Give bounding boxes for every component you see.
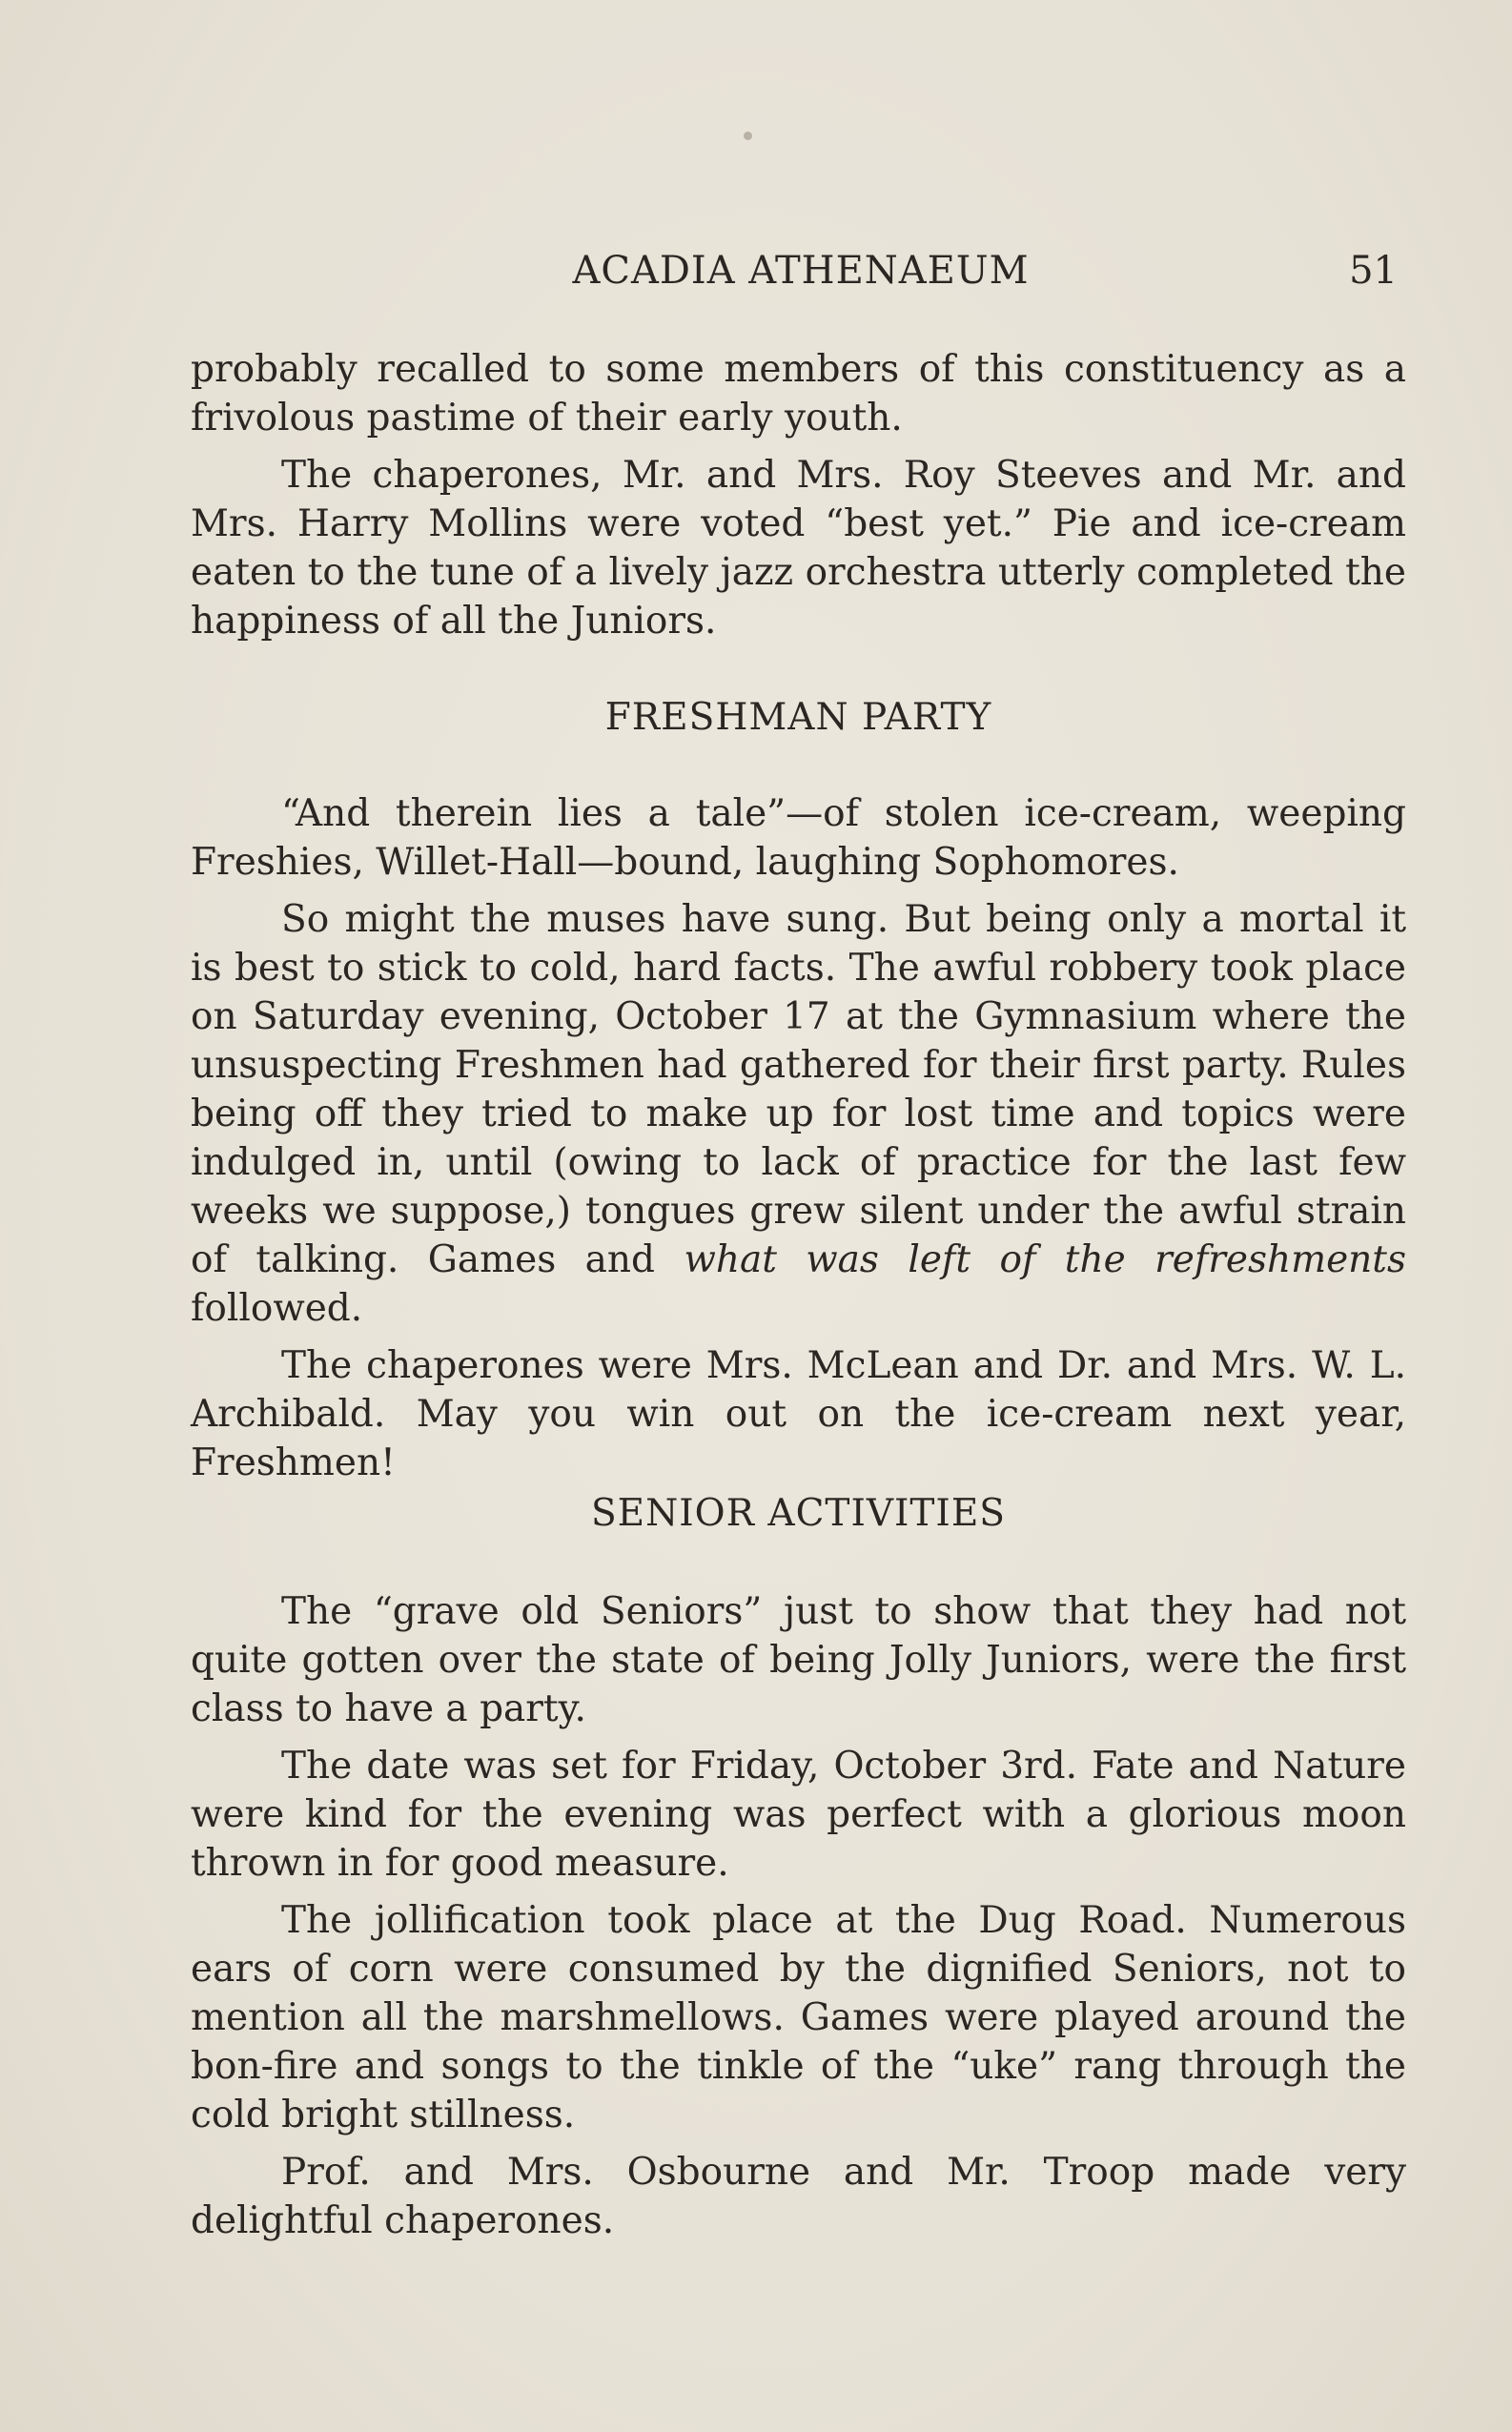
freshman-paragraph-2-italic: what was left of the refreshments xyxy=(684,1238,1406,1281)
senior-paragraph-4: Prof. and Mrs. Osbourne and Mr. Troop made very delightful chaperones. xyxy=(191,2151,1406,2242)
section-heading-freshman-party: FRESHMAN PARTY xyxy=(604,696,992,739)
section-heading-senior-activities: SENIOR ACTIVITIES xyxy=(590,1492,1007,1535)
freshman-paragraph-1: “And therein lies a tale”—of stolen ice-cream, weeping Freshies, Willet-Hall—bound, laughing Sophomores. xyxy=(191,792,1406,884)
continued-paragraph: probably recalled to some members of this constituency as a frivolous pastime of their early youth. xyxy=(191,348,1406,439)
junior-chaperones-paragraph: The chaperones, Mr. and Mrs. Roy Steeves and Mr. and Mrs. Harry Mollins were voted “best yet.” Pie and ice-cream eaten to the tune of a lively jazz orchestra utterly completed the happiness of all the Juniors. xyxy=(191,454,1406,643)
article-body xyxy=(191,345,1406,2254)
freshman-paragraph-2 xyxy=(191,895,1406,1333)
page-number: 51 xyxy=(1349,249,1398,293)
running-header xyxy=(191,246,1411,296)
freshman-paragraph-2-end: followed. xyxy=(191,1287,363,1330)
senior-paragraph-3: The jollification took place at the Dug Road. Numerous ears of corn were consumed by the dignified Seniors, not to mention all the marshmellows. Games were played around the bon-fire and songs to the tinkle of the “uke” rang through the cold bright stillness. xyxy=(191,1899,1406,2136)
journal-title: ACADIA ATHENAEUM xyxy=(572,249,1030,293)
senior-paragraph-2: The date was set for Friday, October 3rd. Fate and Nature were kind for the evening was perfect with a glorious moon thrown in for good measure. xyxy=(191,1745,1406,1885)
freshman-paragraph-2-text: So might the muses have sung. But being only a mortal it is best to stick to cold, hard facts. The awful robbery took place on Saturday evening, October 17 at the Gymnasium where the unsuspecting Freshmen had gathered for their first party. Rules being off they tried to make up for lost time and topics were indulged in, until (owing to lack of practice for the last few weeks we suppose,) tongues grew silent under the awful strain of talking. Games and xyxy=(191,898,1406,1281)
senior-paragraph-1: The “grave old Seniors” just to show that they had not quite gotten over the state of being Jolly Juniors, were the first class to have a party. xyxy=(191,1590,1406,1730)
ink-speck xyxy=(744,132,752,140)
freshman-paragraph-3: The chaperones were Mrs. McLean and Dr. and Mrs. W. L. Archibald. May you win out on the ice-cream next year, Freshmen! xyxy=(191,1344,1406,1484)
